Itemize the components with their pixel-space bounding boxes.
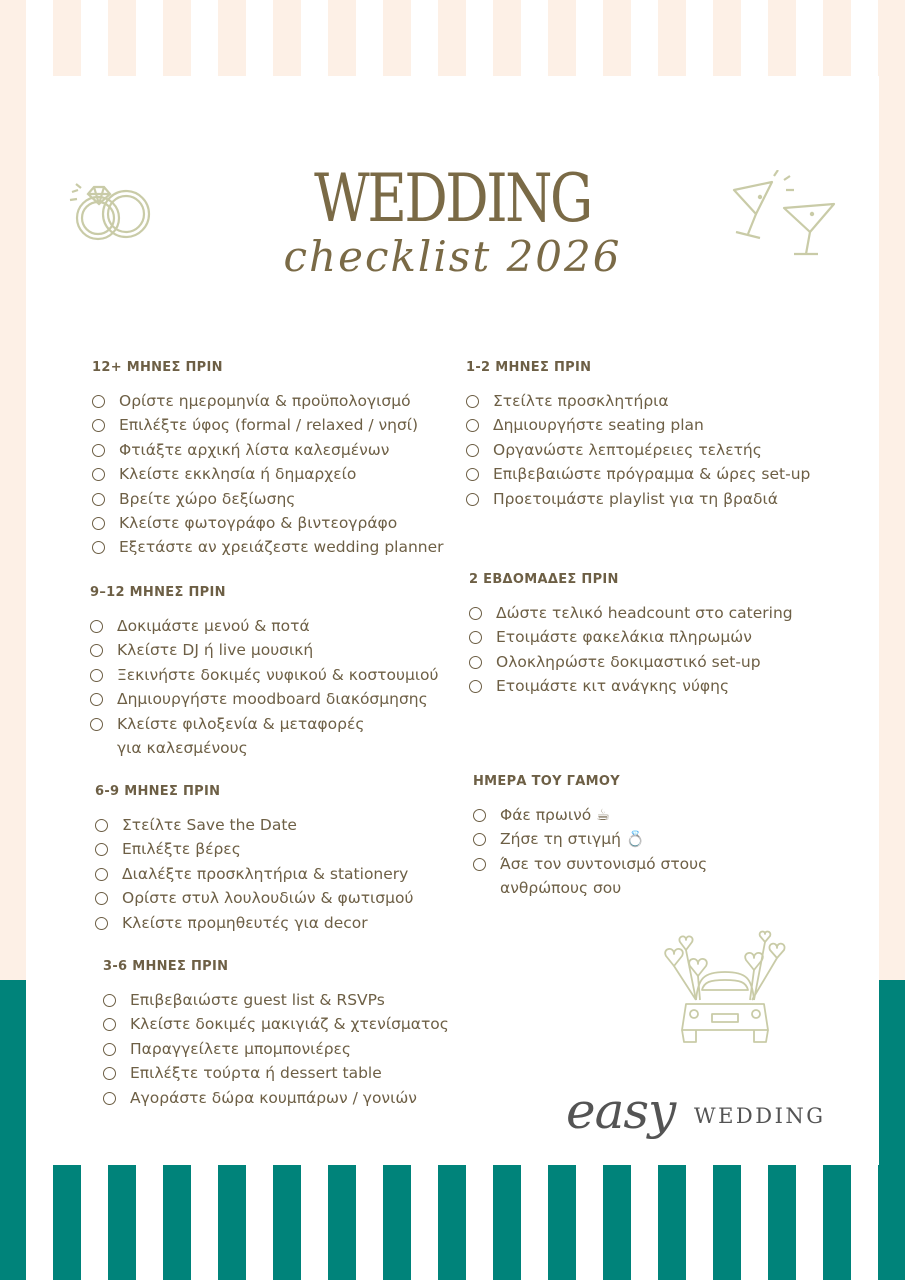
top-stripe (603, 0, 631, 76)
checklist-item[interactable]: Κλείστε εκκλησία ή δημαρχείο (92, 462, 444, 486)
checkbox-circle[interactable] (95, 892, 108, 905)
top-stripe (108, 0, 136, 76)
left-cream-band (0, 0, 26, 980)
checkbox-circle[interactable] (95, 917, 108, 930)
checklist-item[interactable]: Ολοκληρώστε δοκιμαστικό set-up (469, 650, 793, 674)
section-title: 6-9 ΜΗΝΕΣ ΠΡΙΝ (95, 784, 221, 799)
bottom-stripe (53, 1165, 81, 1280)
checkbox-circle[interactable] (92, 493, 105, 506)
checklist-item[interactable]: Εξετάστε αν χρειάζεστε wedding planner (92, 535, 444, 559)
section-3-6-months (103, 959, 449, 1110)
top-stripe (328, 0, 356, 76)
bottom-stripe (273, 1165, 301, 1280)
checkbox-circle[interactable] (473, 858, 486, 871)
bottom-stripe (658, 1165, 686, 1280)
checklist-item[interactable]: Δημιουργήστε moodboard διακόσμησης (90, 687, 439, 711)
checklist-item[interactable]: Φτιάξτε αρχική λίστα καλεσμένων (92, 438, 444, 462)
checklist-item[interactable]: Επιλέξτε βέρες (95, 837, 413, 861)
bottom-stripe (383, 1165, 411, 1280)
right-cream-band (879, 0, 905, 980)
easy-wedding-logo (566, 1082, 836, 1148)
bottom-stripe (493, 1165, 521, 1280)
checklist-item[interactable]: Παραγγείλετε μπομπονιέρες (103, 1037, 449, 1061)
top-stripe (273, 0, 301, 76)
top-stripe (438, 0, 466, 76)
checkbox-circle[interactable] (469, 680, 482, 693)
checklist-item[interactable]: Κλείστε DJ ή live μουσική (90, 638, 439, 662)
checkbox-circle[interactable] (92, 541, 105, 554)
bottom-stripe (713, 1165, 741, 1280)
checklist-item[interactable]: Δώστε τελικό headcount στο catering (469, 601, 793, 625)
section-9-12-months (90, 585, 439, 760)
checklist-item[interactable]: Ξεκινήστε δοκιμές νυφικού & κοστουμιού (90, 663, 439, 687)
checklist-item[interactable]: Κλείστε φωτογράφο & βιντεογράφο (92, 511, 444, 535)
checklist-item[interactable]: Προετοιμάστε playlist για τη βραδιά (466, 487, 810, 511)
checklist-item[interactable]: Φάε πρωινό ☕ (473, 803, 740, 827)
checkbox-circle[interactable] (90, 644, 103, 657)
bottom-stripe (328, 1165, 356, 1280)
section-title: 9–12 ΜΗΝΕΣ ΠΡΙΝ (90, 585, 226, 600)
section-title: 12+ ΜΗΝΕΣ ΠΡΙΝ (92, 360, 223, 375)
top-stripe (713, 0, 741, 76)
checklist-item[interactable]: Επιλέξτε ύφος (formal / relaxed / νησί) (92, 413, 444, 437)
section-wedding-day (473, 774, 740, 901)
checklist-item[interactable]: Κλείστε φιλοξενία & μεταφορές για καλεσμένους (90, 712, 439, 761)
checklist-item[interactable]: Ορίστε στυλ λουλουδιών & φωτισμού (95, 886, 413, 910)
checkbox-circle[interactable] (92, 419, 105, 432)
checkbox-circle[interactable] (469, 656, 482, 669)
top-stripe (823, 0, 851, 76)
wedding-car-icon (650, 930, 800, 1052)
checkbox-circle[interactable] (473, 833, 486, 846)
top-stripe (218, 0, 246, 76)
section-title: 1-2 ΜΗΝΕΣ ΠΡΙΝ (466, 360, 592, 375)
checkbox-circle[interactable] (103, 994, 116, 1007)
section-title: 3-6 ΜΗΝΕΣ ΠΡΙΝ (103, 959, 229, 974)
logo-easy-text: easy (566, 1082, 676, 1140)
checkbox-circle[interactable] (466, 419, 479, 432)
section-1-2-months (466, 360, 810, 511)
checklist-item[interactable]: Ζήσε τη στιγμή 💍 (473, 827, 740, 851)
checklist-item[interactable]: Βρείτε χώρο δεξίωσης (92, 487, 444, 511)
checkbox-circle[interactable] (466, 444, 479, 457)
checkbox-circle[interactable] (466, 493, 479, 506)
checklist-item[interactable]: Δοκιμάστε μενού & ποτά (90, 614, 439, 638)
checkbox-circle[interactable] (466, 468, 479, 481)
bottom-stripe (548, 1165, 576, 1280)
checklist-item[interactable]: Άσε τον συντονισμό στους ανθρώπους σου (473, 852, 740, 901)
checklist-item[interactable]: Στείλτε Save the Date (95, 813, 413, 837)
top-stripe (658, 0, 686, 76)
checkbox-circle[interactable] (90, 718, 103, 731)
section-6-9-months (95, 784, 413, 935)
checklist-item[interactable]: Κλείστε δοκιμές μακιγιάζ & χτενίσματος (103, 1012, 449, 1036)
checkbox-circle[interactable] (92, 395, 105, 408)
page-title: WEDDING (314, 160, 591, 237)
bottom-stripe (438, 1165, 466, 1280)
checklist-item[interactable]: Επιβεβαιώστε πρόγραμμα & ώρες set-up (466, 462, 810, 486)
top-stripe (768, 0, 796, 76)
top-stripe (383, 0, 411, 76)
checkbox-circle[interactable] (466, 395, 479, 408)
checklist-item[interactable]: Στείλτε προσκλητήρια (466, 389, 810, 413)
checkbox-circle[interactable] (95, 843, 108, 856)
checkbox-circle[interactable] (103, 1018, 116, 1031)
bottom-stripe (768, 1165, 796, 1280)
checklist-item[interactable]: Δημιουργήστε seating plan (466, 413, 810, 437)
checklist-item[interactable]: Αγοράστε δώρα κουμπάρων / γονιών (103, 1086, 449, 1110)
checklist-item[interactable]: Επιβεβαιώστε guest list & RSVPs (103, 988, 449, 1012)
top-stripe (163, 0, 191, 76)
checkbox-circle[interactable] (469, 631, 482, 644)
bottom-stripe (878, 1165, 905, 1280)
left-teal-band (0, 980, 26, 1280)
checkbox-circle[interactable] (90, 620, 103, 633)
checkbox-circle[interactable] (95, 868, 108, 881)
checkbox-circle[interactable] (473, 809, 486, 822)
checklist-item[interactable]: Επιλέξτε τούρτα ή dessert table (103, 1061, 449, 1085)
checkbox-circle[interactable] (92, 517, 105, 530)
checklist-item[interactable]: Ορίστε ημερομηνία & προϋπολογισμό (92, 389, 444, 413)
page-subtitle: checklist 2026 (283, 232, 622, 281)
bottom-stripe (823, 1165, 851, 1280)
checkbox-circle[interactable] (90, 669, 103, 682)
checklist-item[interactable]: Διαλέξτε προσκλητήρια & stationery (95, 862, 413, 886)
bottom-stripe (108, 1165, 136, 1280)
checklist-item[interactable]: Κλείστε προμηθευτές για decor (95, 911, 413, 935)
bottom-stripe (163, 1165, 191, 1280)
top-stripe (878, 0, 905, 76)
bottom-stripe (603, 1165, 631, 1280)
logo-wedding-text: WEDDING (694, 1104, 826, 1128)
checklist-item[interactable]: Ετοιμάστε φακελάκια πληρωμών (469, 625, 793, 649)
bottom-stripe (218, 1165, 246, 1280)
checkbox-circle[interactable] (95, 819, 108, 832)
checklist-item[interactable]: Οργανώστε λεπτομέρειες τελετής (466, 438, 810, 462)
checkbox-circle[interactable] (92, 444, 105, 457)
section-title: 2 ΕΒΔΟΜΑΔΕΣ ΠΡΙΝ (469, 572, 619, 587)
top-stripe (548, 0, 576, 76)
checklist-item[interactable]: Ετοιμάστε κιτ ανάγκης νύφης (469, 674, 793, 698)
top-stripe (493, 0, 521, 76)
checkbox-circle[interactable] (469, 607, 482, 620)
section-title: ΗΜΕΡΑ ΤΟΥ ΓΑΜΟΥ (473, 774, 620, 789)
checkbox-circle[interactable] (103, 1043, 116, 1056)
top-stripe (53, 0, 81, 76)
checkbox-circle[interactable] (103, 1092, 116, 1105)
checkbox-circle[interactable] (103, 1067, 116, 1080)
checkbox-circle[interactable] (92, 468, 105, 481)
section-2-weeks (469, 572, 793, 699)
section-12-plus-months (92, 360, 444, 560)
checkbox-circle[interactable] (90, 693, 103, 706)
